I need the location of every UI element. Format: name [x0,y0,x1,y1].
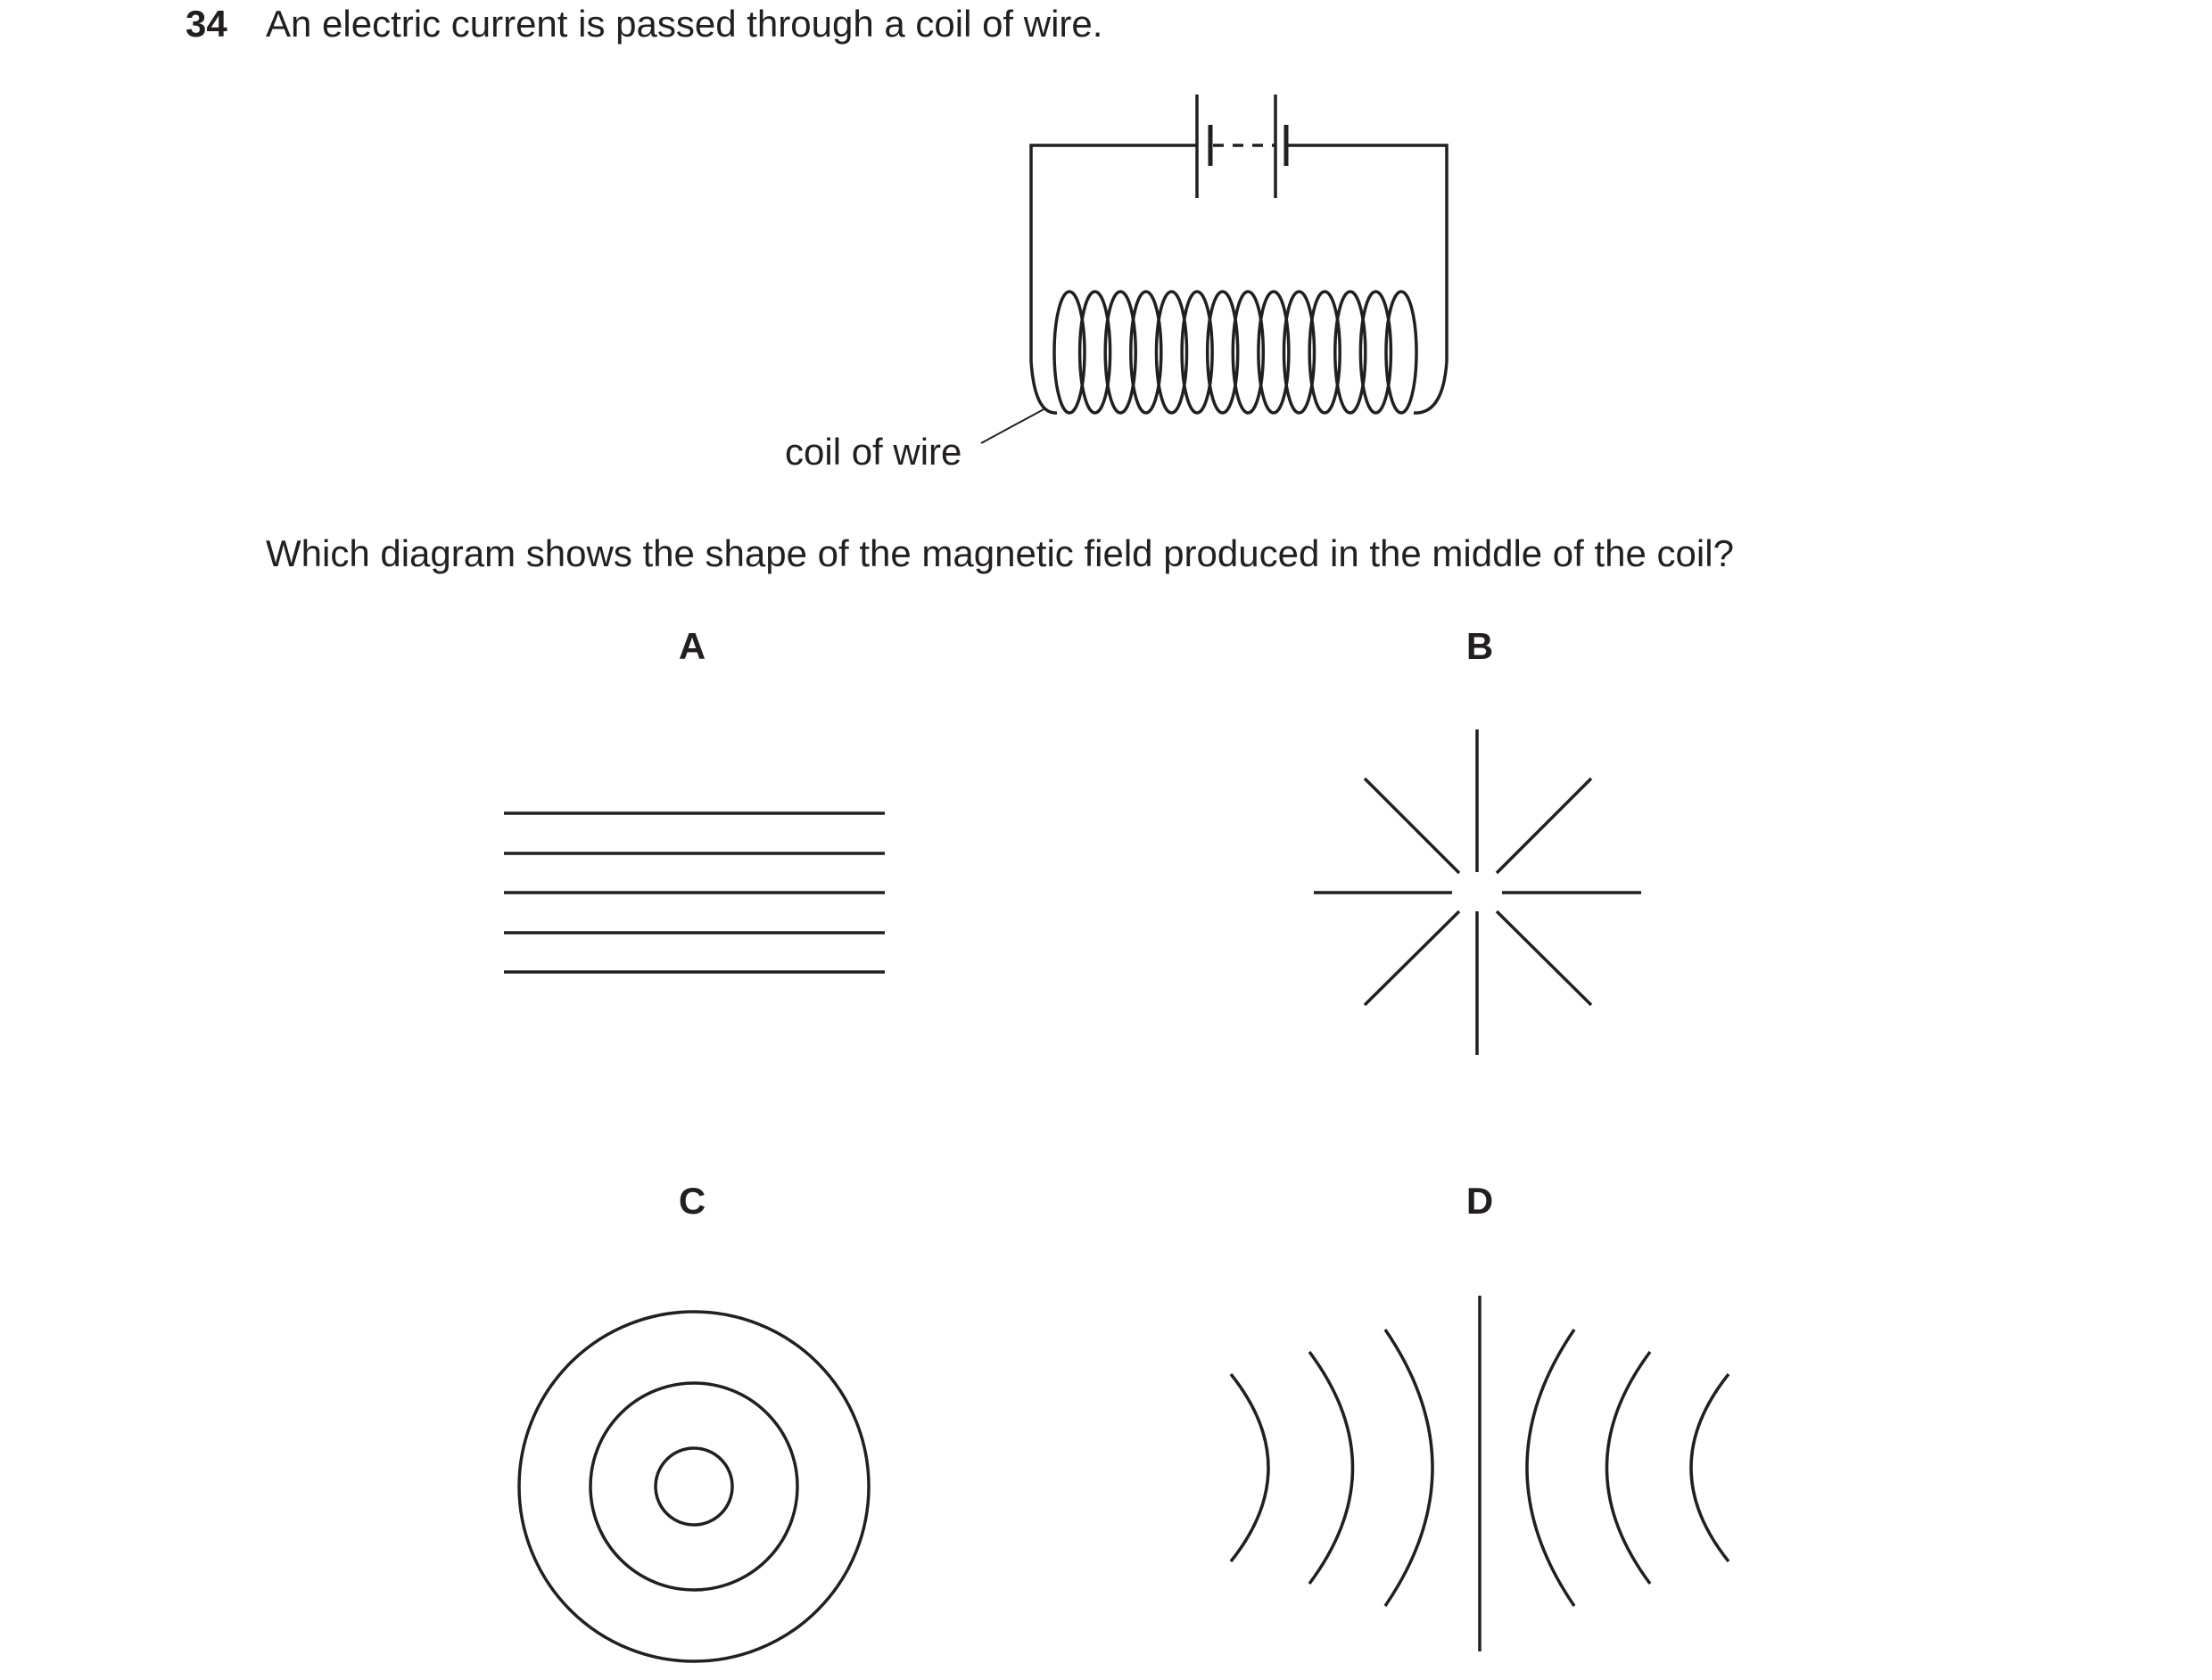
option-c-label: C [678,1180,706,1222]
question-text: An electric current is passed through a coil of wire. [266,3,1103,45]
option-b-label: B [1465,625,1494,667]
option-a-diagram [504,813,885,972]
coil-label: coil of wire [785,431,962,473]
option-d-label: D [1465,1180,1494,1222]
option-b-diagram [1314,729,1641,1055]
option-a-label: A [678,625,706,667]
option-c-diagram [519,1312,869,1661]
question-prompt: Which diagram shows the shape of the magnetic field produced in the middle of the coil? [266,532,1734,574]
question-number: 34 [186,3,227,45]
option-d-diagram [1231,1296,1729,1651]
